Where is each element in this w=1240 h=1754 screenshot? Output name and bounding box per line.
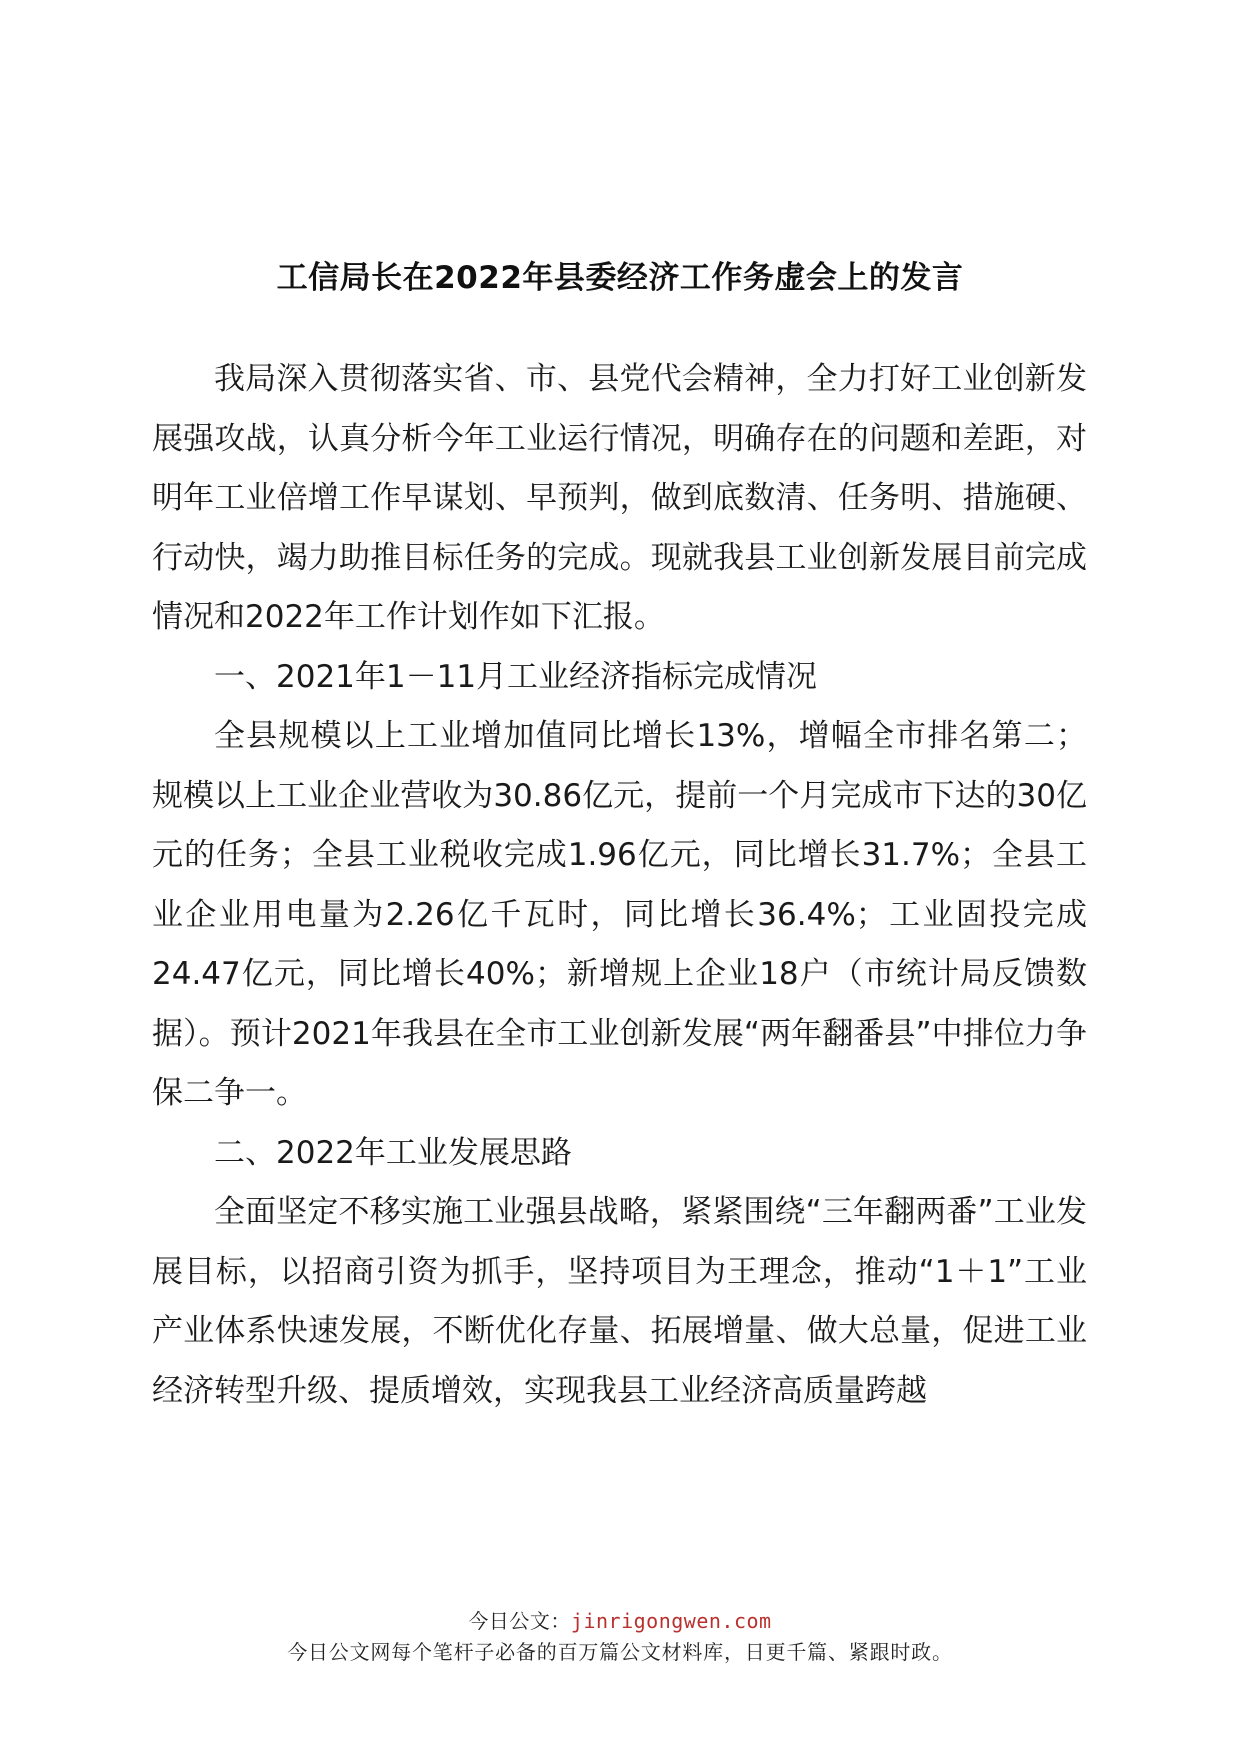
paragraph-development-ideas: 全面坚定不移实施工业强县战略，紧紧围绕“三年翻两番”工业发展目标，以招商引资为抓手，坚持项目为王理念，推动“1＋1”工业产业体系快速发展，不断优化存量、拓展增量、做大总量，促进工业经济转型升级、提质增效，实现我县工业经济高质量跨越 [152, 1194, 1087, 1409]
document-title: 工信局长在2022年县委经济工作务虚会上的发言 [276, 260, 964, 296]
section-heading-1: 一、2021年1－11月工业经济指标完成情况 [214, 658, 818, 695]
page-footer [0, 1606, 1240, 1668]
footer-tagline: 今日公文网每个笔杆子必备的百万篇公文材料库，日更千篇、紧跟时政。 [287, 1640, 953, 1664]
footer-site-line [0, 1606, 1240, 1637]
paragraph-indicators: 全县规模以上工业增加值同比增长13%，增幅全市排名第二；规模以上工业企业营收为30.86亿元，提前一个月完成市下达的30亿元的任务；全县工业税收完成1.96亿元，同比增长31.7%；全县工业企业用电量为2.26亿千瓦时，同比增长36.4%；工业固投完成24.47亿元，同比增长40%；新增规上企业18户（市统计局反馈数据）。预计2021年我县在全市工业创新发展“两年翻番县”中排位力争保二争一。 [152, 718, 1087, 1111]
paragraph-intro: 我局深入贯彻落实省、市、县党代会精神，全力打好工业创新发展强攻战，认真分析今年工业运行情况，明确存在的问题和差距，对明年工业倍增工作早谋划、早预判，做到底数清、任务明、措施硬、行动快，竭力助推目标任务的完成。现就我县工业创新发展目前完成情况和2022年工作计划作如下汇报。 [152, 361, 1087, 635]
section-heading-2: 二、2022年工业发展思路 [214, 1134, 572, 1171]
document-body [152, 350, 1087, 1421]
footer-site-label: 今日公文： [468, 1609, 571, 1633]
footer-site-url[interactable]: jinrigongwen.com [570, 1609, 772, 1633]
